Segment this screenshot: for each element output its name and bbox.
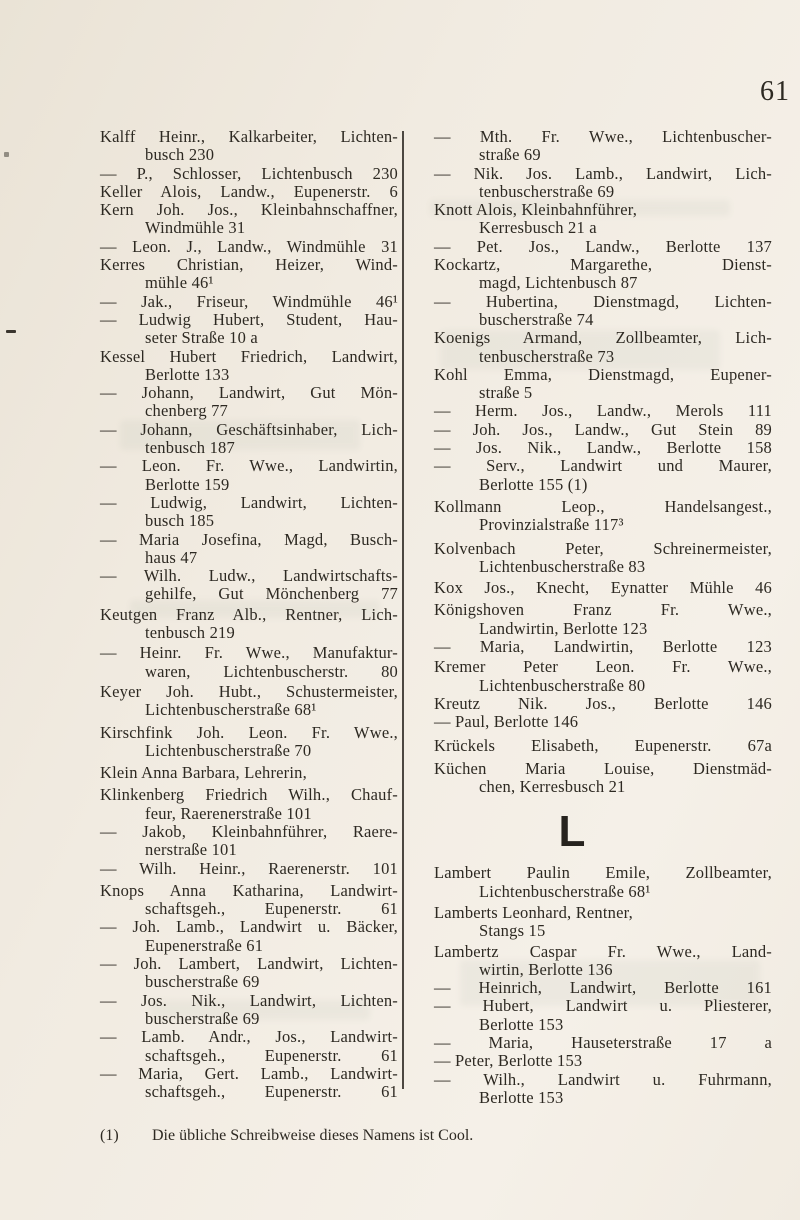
directory-line: — Mth. Fr. Wwe., Lichtenbuscher- (434, 127, 772, 146)
directory-entry (434, 737, 772, 755)
directory-line: Keutgen Franz Alb., Rentner, Lich- (100, 604, 398, 624)
section-heading-L: L (558, 807, 586, 857)
scan-speck (6, 330, 16, 333)
directory-entry (100, 567, 398, 604)
directory-entry (434, 540, 772, 577)
directory-line: Lambertz Caspar Fr. Wwe., Land- (434, 941, 772, 961)
directory-entry (434, 329, 772, 366)
directory-entry (100, 992, 398, 1029)
footnote-marker: (1) (100, 1127, 119, 1144)
directory-entry (100, 348, 398, 385)
directory-line: chenberg 77 (145, 401, 228, 421)
directory-entry (100, 494, 398, 531)
directory-line: — Serv., Landwirt und Maurer, (434, 456, 772, 476)
directory-entry (434, 293, 772, 330)
directory-line: — Nik. Jos. Lamb., Landwirt, Lich- (434, 163, 772, 183)
directory-line: — Maria, Landwirtin, Berlotte 123 (434, 637, 772, 657)
directory-line: — Leon. Fr. Wwe., Landwirtin, (100, 456, 398, 476)
directory-line: straße 5 (479, 383, 533, 403)
directory-line: Küchen Maria Louise, Dienstmäd- (434, 758, 772, 778)
directory-line: Kockartz, Margarethe, Dienst- (434, 255, 772, 275)
directory-entry (434, 760, 772, 797)
directory-line: — Wilh. Heinr., Raerenerstr. 101 (100, 858, 398, 878)
directory-line: Lichtenbuscherstraße 80 (479, 675, 646, 695)
scan-speck (4, 152, 9, 157)
directory-line: Berlotte 155 (1) (479, 474, 588, 494)
directory-entry (100, 183, 398, 201)
directory-entry (434, 402, 772, 420)
directory-line: Kerresbusch 21 a (479, 218, 597, 238)
directory-line: — Maria, Hauseterstraße 17 a (434, 1033, 772, 1053)
directory-entry (100, 531, 398, 568)
directory-line: busch 185 (145, 511, 215, 531)
directory-line: Berlotte 153 (479, 1087, 564, 1107)
directory-line: — Jakob, Kleinbahnführer, Raere- (100, 821, 398, 841)
directory-line: Kerres Christian, Heizer, Wind- (100, 255, 398, 275)
directory-entry (434, 997, 772, 1034)
directory-line: feur, Raerenerstraße 101 (145, 803, 312, 823)
directory-entry (434, 256, 772, 293)
directory-line: Lichtenbuscherstraße 68¹ (145, 700, 317, 720)
directory-entry (434, 439, 772, 457)
directory-line: chen, Kerresbusch 21 (479, 777, 626, 797)
directory-line: Krückels Elisabeth, Eupenerstr. 67a (434, 735, 772, 755)
directory-line: — Ludwig, Landwirt, Lichten- (100, 492, 398, 512)
directory-line: — Paul, Berlotte 146 (434, 712, 579, 732)
directory-line: — Ludwig Hubert, Student, Hau- (100, 309, 398, 329)
directory-entry (434, 457, 772, 494)
directory-line: seter Straße 10 a (145, 328, 258, 348)
directory-line: Stangs 15 (479, 921, 546, 941)
directory-line: — Hubert, Landwirt u. Pliesterer, (434, 996, 772, 1016)
directory-line: — Joh. Jos., Landw., Gut Stein 89 (434, 419, 772, 439)
directory-line: Berlotte 153 (479, 1014, 564, 1034)
directory-line: — Jos. Nik., Landwirt, Lichten- (100, 990, 398, 1010)
directory-line: Kern Joh. Jos., Kleinbahnschaffner, (100, 200, 398, 220)
directory-line: — Joh. Lamb., Landwirt u. Bäcker, (100, 917, 398, 937)
directory-line: Kohl Emma, Dienstmagd, Eupener- (434, 364, 772, 384)
directory-line: — Lamb. Andr., Jos., Landwirt- (100, 1027, 398, 1047)
directory-entry (100, 128, 398, 165)
directory-line: schaftsgeh., Eupenerstr. 61 (145, 1045, 398, 1065)
directory-line: buscherstraße 69 (145, 1008, 260, 1028)
directory-entry (100, 786, 398, 823)
directory-line: Provinzialstraße 117³ (479, 515, 624, 535)
directory-line: tenbusch 187 (145, 438, 235, 458)
directory-line: magd, Lichtenbusch 87 (479, 273, 638, 293)
directory-line: — Leon. J., Landw., Windmühle 31 (100, 236, 398, 256)
directory-entry (434, 421, 772, 439)
right-column (434, 128, 772, 1107)
directory-entry (434, 658, 772, 695)
directory-entry (100, 1065, 398, 1102)
column-divider-rule (402, 131, 404, 1089)
directory-entry (100, 882, 398, 919)
directory-line: waren, Lichtenbuscherstr. 80 (145, 661, 398, 681)
directory-line: Koenigs Armand, Zollbeamter, Lich- (434, 328, 772, 348)
directory-line: Lichtenbuscherstraße 68¹ (479, 881, 651, 901)
directory-line: — Wilh. Ludw., Landwirtschafts- (100, 566, 398, 586)
directory-line: — Heinr. Fr. Wwe., Manufaktur- (100, 643, 398, 663)
directory-line: Lichtenbuscherstraße 70 (145, 740, 312, 760)
footnote (100, 1126, 660, 1146)
directory-line: Kalff Heinr., Kalkarbeiter, Lichten- (100, 127, 398, 146)
directory-line: Königshoven Franz Fr. Wwe., (434, 600, 772, 620)
directory-line: tenbusch 219 (145, 623, 235, 643)
directory-entry (100, 1028, 398, 1065)
directory-line: — Jos. Nik., Landw., Berlotte 158 (434, 438, 772, 458)
directory-line: Kessel Hubert Friedrich, Landwirt, (100, 346, 398, 366)
directory-entry (100, 644, 398, 681)
directory-line: — Wilh., Landwirt u. Fuhrmann, (434, 1069, 772, 1089)
directory-line: buscherstraße 74 (479, 309, 594, 329)
directory-entry (434, 713, 772, 731)
directory-line: Berlotte 159 (145, 474, 230, 494)
directory-line: nerstraße 101 (145, 840, 237, 860)
directory-entry (434, 601, 772, 638)
directory-line: — Heinrich, Landwirt, Berlotte 161 (434, 978, 772, 998)
directory-line: schaftsgeh., Eupenerstr. 61 (145, 899, 398, 919)
directory-line: — Maria, Gert. Lamb., Landwirt- (100, 1063, 398, 1083)
directory-entry (100, 238, 398, 256)
directory-entry (434, 695, 772, 713)
directory-line: Lamberts Leonhard, Rentner, (434, 902, 634, 922)
directory-entry (434, 638, 772, 656)
directory-line: Kreutz Nik. Jos., Berlotte 146 (434, 693, 772, 713)
directory-entry (100, 823, 398, 860)
directory-entry (100, 724, 398, 761)
directory-entry (100, 457, 398, 494)
directory-entry (100, 918, 398, 955)
directory-line: tenbuscherstraße 73 (479, 346, 615, 366)
directory-entry (100, 293, 398, 311)
directory-entry (100, 860, 398, 878)
directory-line: Kollmann Leop., Handelsangest., (434, 496, 772, 516)
directory-line: haus 47 (145, 547, 198, 567)
directory-line: — Johann, Landwirt, Gut Mön- (100, 383, 398, 403)
directory-line: Kolvenbach Peter, Schreinermeister, (434, 538, 772, 558)
directory-entry (434, 579, 772, 597)
directory-line: — P., Schlosser, Lichtenbusch 230 (100, 163, 398, 183)
directory-line: Kox Jos., Knecht, Eynatter Mühle 46 (434, 578, 772, 598)
directory-line: gehilfe, Gut Mönchenberg 77 (145, 584, 398, 604)
directory-entry (434, 979, 772, 997)
directory-line: schaftsgeh., Eupenerstr. 61 (145, 1082, 398, 1102)
directory-line: Kremer Peter Leon. Fr. Wwe., (434, 657, 772, 677)
directory-line: tenbuscherstraße 69 (479, 181, 615, 201)
directory-entry (100, 764, 398, 782)
directory-line: buscherstraße 69 (145, 972, 260, 992)
directory-entry (100, 421, 398, 458)
left-column (100, 128, 398, 1101)
directory-line: Kirschfink Joh. Leon. Fr. Wwe., (100, 722, 398, 742)
directory-entry (100, 683, 398, 720)
directory-entry (100, 955, 398, 992)
directory-entry (434, 864, 772, 901)
directory-entry (434, 943, 772, 980)
directory-entry (434, 238, 772, 256)
directory-line: Lichtenbuscherstraße 83 (479, 556, 646, 576)
directory-line: Knops Anna Katharina, Landwirt- (100, 880, 398, 900)
directory-line: mühle 46¹ (145, 273, 214, 293)
directory-entry (434, 165, 772, 202)
directory-entry (434, 904, 772, 941)
directory-entry (100, 606, 398, 643)
directory-line: — Pet. Jos., Landw., Berlotte 137 (434, 236, 772, 256)
directory-entry (100, 201, 398, 238)
directory-entry (434, 128, 772, 165)
directory-line: — Herm. Jos., Landw., Merols 111 (434, 401, 772, 421)
directory-entry (434, 1071, 772, 1108)
directory-entry (434, 1034, 772, 1052)
directory-line: Klein Anna Barbara, Lehrerin, (100, 763, 307, 783)
directory-line: straße 69 (479, 145, 541, 165)
directory-line: Windmühle 31 (145, 218, 246, 238)
directory-line: Klinkenberg Friedrich Wilh., Chauf- (100, 785, 398, 805)
directory-line: — Joh. Lambert, Landwirt, Lichten- (100, 954, 398, 974)
directory-line: — Hubertina, Dienstmagd, Lichten- (434, 291, 772, 311)
directory-line: Berlotte 133 (145, 364, 230, 384)
directory-line: wirtin, Berlotte 136 (479, 959, 613, 979)
directory-line: Knott Alois, Kleinbahnführer, (434, 200, 638, 220)
directory-line: — Johann, Geschäftsinhaber, Lich- (100, 419, 398, 439)
directory-entry (100, 311, 398, 348)
directory-line: — Maria Josefina, Magd, Busch- (100, 529, 398, 549)
directory-entry (100, 384, 398, 421)
directory-line: — Peter, Berlotte 153 (434, 1051, 583, 1071)
directory-line: — Jak., Friseur, Windmühle 46¹ (100, 291, 398, 311)
directory-entry (434, 201, 772, 238)
footnote-text: Die übliche Schreibweise dieses Namens ist Cool. (152, 1127, 474, 1144)
directory-line: Keller Alois, Landw., Eupenerstr. 6 (100, 181, 398, 201)
directory-entry (100, 256, 398, 293)
directory-line: Keyer Joh. Hubt., Schustermeister, (100, 681, 398, 701)
directory-line: Lambert Paulin Emile, Zollbeamter, (434, 863, 772, 883)
directory-entry (100, 165, 398, 183)
directory-line: Eupenerstraße 61 (145, 935, 264, 955)
directory-line: Landwirtin, Berlotte 123 (479, 618, 648, 638)
directory-entry (434, 498, 772, 535)
directory-entry (434, 1052, 772, 1070)
directory-line: busch 230 (145, 145, 215, 165)
directory-entry (434, 366, 772, 403)
page-number: 61 (760, 76, 790, 107)
